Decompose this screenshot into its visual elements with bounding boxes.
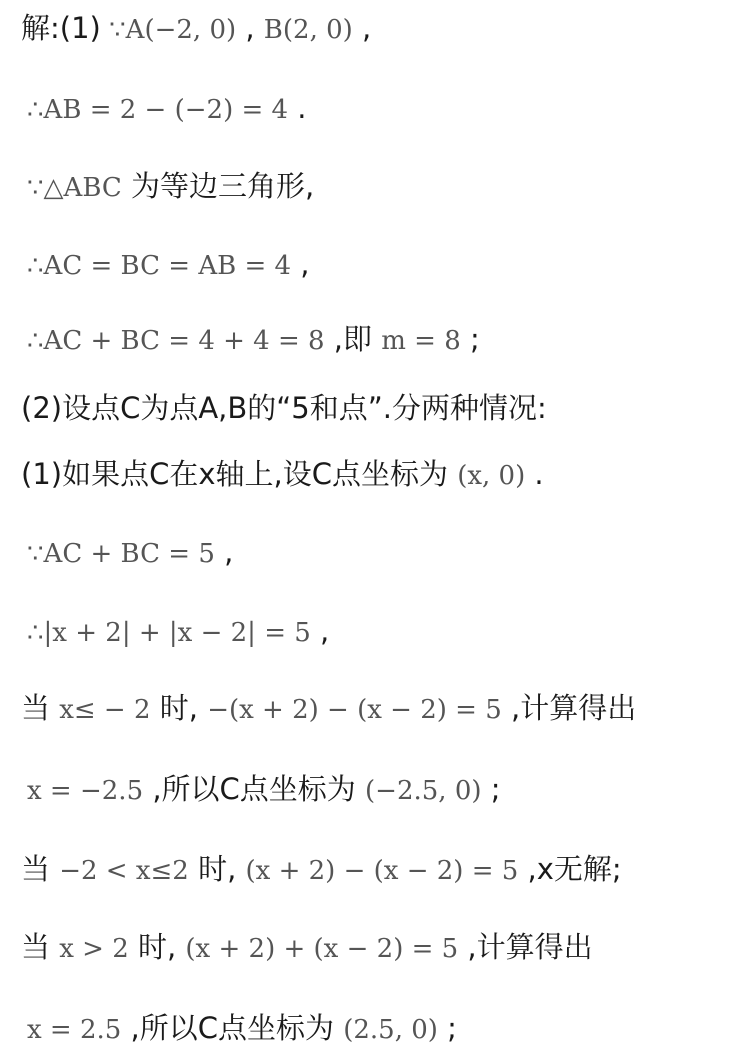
text: ; bbox=[437, 1011, 457, 1045]
line-8 bbox=[27, 535, 234, 569]
line-9 bbox=[27, 614, 330, 648]
math: x > 2 bbox=[59, 934, 129, 964]
text: ,即 bbox=[324, 322, 382, 356]
math: ∴AB = 2 − (−2) = 4 bbox=[27, 95, 289, 125]
math: B(2, 0) bbox=[263, 15, 353, 45]
text: . bbox=[288, 91, 307, 125]
text: , bbox=[236, 11, 264, 45]
math: x = −2.5 bbox=[27, 776, 144, 806]
math: −2 < x≤2 bbox=[59, 856, 189, 886]
text: ,计算得出 bbox=[501, 691, 637, 725]
line-7 bbox=[21, 457, 544, 491]
math: ∴|x + 2| + |x − 2| = 5 bbox=[27, 618, 311, 648]
math: x≤ − 2 bbox=[59, 695, 151, 725]
math: ∵AC + BC = 5 bbox=[27, 539, 215, 569]
math: (x + 2) + (x − 2) = 5 bbox=[185, 934, 459, 964]
text: 时, bbox=[128, 930, 186, 964]
math: x = 2.5 bbox=[27, 1015, 122, 1045]
text: ; bbox=[460, 322, 480, 356]
line-1 bbox=[21, 11, 372, 45]
text: . bbox=[525, 457, 544, 491]
text: (2)设点C为点A,B的“5和点”.分两种情况: bbox=[21, 391, 547, 425]
text: ,所以C点坐标为 bbox=[121, 1011, 344, 1045]
text: 当 bbox=[21, 691, 60, 725]
text: , bbox=[352, 11, 372, 45]
line-5 bbox=[27, 322, 480, 356]
math: (x + 2) − (x − 2) = 5 bbox=[245, 856, 519, 886]
text: ,计算得出 bbox=[458, 930, 593, 964]
text: , bbox=[214, 535, 234, 569]
text: 解:(1) bbox=[21, 11, 101, 45]
math: ∵A(−2, 0) bbox=[100, 15, 237, 45]
line-13 bbox=[21, 930, 593, 964]
text: ,x无解; bbox=[518, 852, 622, 886]
line-12 bbox=[21, 852, 622, 886]
math: (2.5, 0) bbox=[343, 1015, 438, 1045]
math: m = 8 bbox=[381, 326, 461, 356]
text: ; bbox=[481, 772, 501, 806]
line-4 bbox=[27, 247, 310, 281]
math: (x, 0) bbox=[457, 461, 526, 491]
text: (1)如果点C在x轴上,设C点坐标为 bbox=[21, 457, 458, 491]
text: 当 bbox=[21, 852, 60, 886]
text: 为等边三角形, bbox=[121, 169, 315, 203]
text: , bbox=[291, 247, 310, 281]
math: −(x + 2) − (x − 2) = 5 bbox=[207, 695, 502, 725]
text: , bbox=[310, 614, 330, 648]
math: (−2.5, 0) bbox=[365, 776, 482, 806]
line-10 bbox=[21, 691, 637, 725]
text: 当 bbox=[21, 930, 60, 964]
line-11 bbox=[27, 772, 501, 806]
line-14 bbox=[27, 1011, 457, 1045]
text: 时, bbox=[188, 852, 246, 886]
text: ,所以C点坐标为 bbox=[143, 772, 366, 806]
text: 时, bbox=[150, 691, 208, 725]
line-2 bbox=[27, 91, 307, 125]
math: ∴AC = BC = AB = 4 bbox=[27, 251, 292, 281]
math: ∴AC + BC = 4 + 4 = 8 bbox=[27, 326, 325, 356]
line-6 bbox=[21, 391, 547, 425]
math: ∵△ABC bbox=[27, 173, 122, 203]
line-3 bbox=[27, 169, 315, 203]
